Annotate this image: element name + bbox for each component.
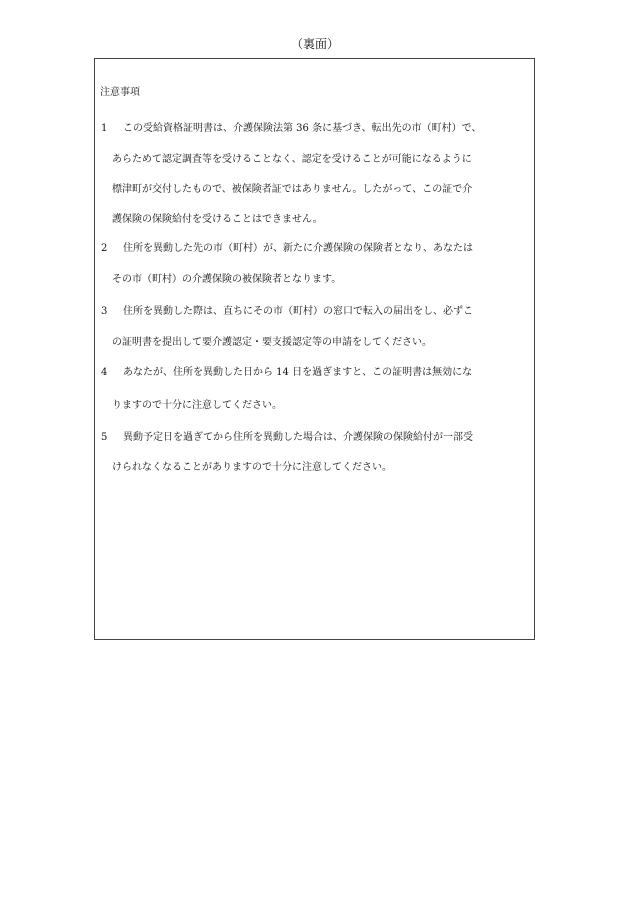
item-2-number: 2 — [101, 243, 108, 254]
item-4-number: 4 — [101, 367, 108, 378]
page-heading: （裏面） — [290, 37, 339, 51]
item-5-line-1: 異動予定日を過ぎてから住所を異動した場合は、介護保険の保険給付が一部受 — [123, 432, 473, 443]
item-5-line-2: けられなくなることがありますので十分に注意してください。 — [112, 462, 392, 473]
item-3-number: 3 — [101, 306, 108, 317]
item-2-line-1: 住所を異動した先の市（町村）が、新たに介護保険の保険者となり、あなたは — [123, 243, 473, 254]
notice-box — [94, 58, 535, 640]
item-5-number: 5 — [101, 432, 108, 443]
notice-title: 注意事項 — [100, 87, 140, 98]
item-1-line-2: あらためて認定調査等を受けることなく、認定を受けることが可能になるように — [112, 154, 472, 165]
item-4-line-1: あなたが、住所を異動した日から 14 日を過ぎますと、この証明書は無効にな — [123, 367, 473, 378]
item-1-line-3: 標津町が交付したもので、被保険者証ではありません。したがって、この証で介 — [112, 184, 473, 195]
item-1-line-4: 護保険の保険給付を受けることはできません。 — [112, 214, 323, 225]
item-3-line-1: 住所を異動した際は、直ちにその市（町村）の窓口で転入の届出をし、必ずこ — [123, 306, 473, 317]
item-3-line-2: の証明書を提出して要介護認定・要支援認定等の申請をしてください。 — [112, 337, 432, 348]
item-2-line-2: その市（町村）の介護保険の被保険者となります。 — [112, 274, 342, 285]
item-1-number: 1 — [101, 123, 108, 134]
item-1-line-1: この受給資格証明書は、介護保険法第 36 条に基づき、転出先の市（町村）で、 — [123, 123, 482, 134]
item-4-line-2: りますので十分に注意してください。 — [112, 400, 282, 411]
